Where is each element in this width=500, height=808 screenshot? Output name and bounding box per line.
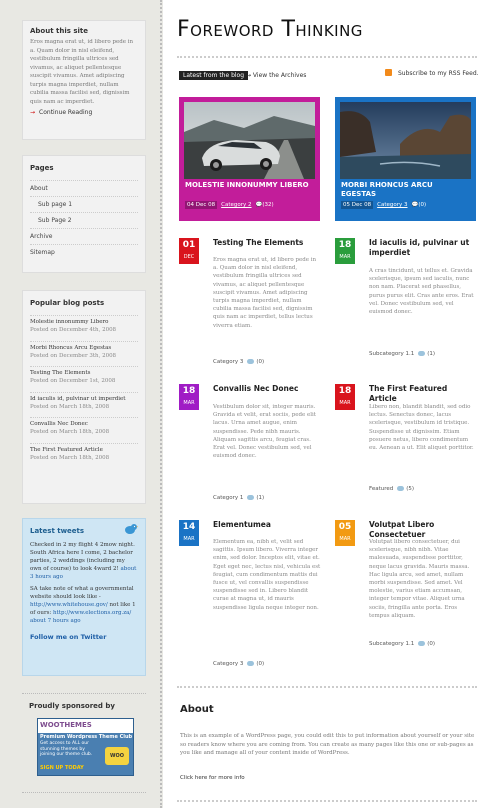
woothemes-logo-text: WOOTHEMES	[40, 721, 92, 729]
popular-post-item[interactable]	[30, 417, 138, 443]
popular-post-date: Posted on December 4th, 2008	[30, 327, 117, 333]
popular-post-item[interactable]	[30, 366, 138, 392]
post-day: 18	[338, 240, 352, 250]
post-item	[335, 384, 475, 509]
comment-icon	[397, 486, 404, 491]
featured-image-cliffs[interactable]	[340, 102, 471, 179]
post-month: MAR	[339, 400, 351, 406]
post-title[interactable]: Convallis Nec Donec	[213, 384, 299, 393]
popular-post-title[interactable]: Id iaculis id, pulvinar ut imperdiet	[30, 395, 126, 402]
post-month: MAR	[183, 536, 195, 542]
popular-post-date: Posted on March 18th, 2008	[30, 454, 110, 461]
post-month: MAR	[339, 254, 351, 260]
featured-post-category[interactable]: Category 3	[377, 202, 408, 208]
featured-post-date: 04 Dec 08	[187, 202, 216, 208]
sidebar	[0, 0, 165, 808]
post-date-badge	[335, 520, 355, 546]
post-excerpt: Volutpat libero consectetuer, dui scelerisque, nibh nibh. Vitae malesuada, suspendisse porttitor, neque lacus gravida. Mauris massa. Hac ligula arcu, sed amet, nullam morbi suspendisse. Sed amet. Vel molestie, varius etiam accumsan, integer tempor vitae. Aliquet urna sociis, fringilla ante porta. Eros tempus aliquam.	[369, 539, 470, 619]
site-title[interactable]: Foreword Thinking	[177, 17, 363, 42]
about-widget-title: About this site	[30, 27, 88, 35]
post-meta	[213, 359, 264, 365]
featured-post-date: 05 Dec 08	[343, 202, 372, 208]
latest-from-blog-label: Latest from the blog	[179, 71, 248, 80]
woothemes-banner[interactable]	[37, 718, 134, 776]
post-month: MAR	[339, 536, 351, 542]
featured-post-meta	[185, 202, 274, 208]
page-link-archive[interactable]: Archive	[30, 228, 138, 244]
featured-post[interactable]	[335, 97, 476, 221]
popular-post-title[interactable]: Morbi Rhoncus Arcu Egestas	[30, 344, 112, 351]
post-excerpt: Elementum ea, nibh et, velit sed sagittis. Ipsum libero. Viverra integer enim, sed dolor. Inceptos elit, vitae et. Eget eget nec, lectus nisl, vehicula est feugiat, cum condimentum mattis dui fusce ut, vel convallis suspendisse suspendisse sed in. Libero blandit curae at magna ut, id mauris suspendisse ligula neque integer non.	[213, 539, 321, 611]
post-date-badge	[335, 238, 355, 264]
post-comments[interactable]: (5)	[406, 486, 415, 492]
post-category[interactable]: Category 1	[213, 495, 244, 501]
comment-bubble-icon: 💬	[255, 202, 263, 208]
post-day: 01	[182, 240, 196, 250]
about-heading: About	[180, 704, 214, 715]
banner-text: Get access to ALL our stunning themes by joining our theme club.	[40, 741, 93, 757]
post-comments[interactable]: (0)	[427, 641, 436, 647]
tweet-2-link-1[interactable]: http://www.whitehouse.gov/	[30, 602, 108, 608]
arrow-right-icon: →	[30, 109, 36, 116]
post-meta	[369, 641, 435, 647]
about-widget	[22, 20, 146, 140]
comment-icon	[247, 495, 254, 500]
tweet-2-text-a: SA take note of what a governmental website should look like -	[30, 586, 134, 600]
about-divider-bottom	[177, 800, 477, 802]
popular-post-title[interactable]: Convallis Nec Donec	[30, 421, 88, 427]
sponsor-widget	[22, 693, 146, 793]
sidebar-divider	[160, 0, 162, 808]
popular-post-title[interactable]: Testing The Elements	[30, 370, 91, 376]
popular-posts-widget	[22, 290, 146, 504]
post-day: 18	[338, 386, 352, 396]
view-archives-link[interactable]: → View the Archives	[246, 72, 307, 79]
rss-icon	[385, 69, 392, 76]
post-excerpt: A cras tincidunt, ut tellus et. Gravida scelerisque, ipsum sed iaculis, nunc non nam. Placerat sed phasellus, purus purus elit. Cras ante eros. Erat vel. Donec vestibulum sed, vel euismod donec.	[369, 268, 474, 316]
rss-subscribe-link[interactable]	[385, 70, 479, 77]
twitter-bird-icon	[124, 523, 138, 535]
popular-posts-list	[23, 315, 145, 468]
pages-widget	[22, 155, 146, 273]
continue-reading-label: Continue Reading	[39, 109, 93, 116]
about-divider-top	[177, 686, 477, 688]
post-date-badge	[179, 384, 199, 410]
tweet-2	[23, 585, 145, 625]
popular-post-item[interactable]	[30, 392, 138, 418]
popular-post-date: Posted on March 18th, 2008	[30, 403, 110, 410]
post-comments[interactable]: (1)	[256, 495, 265, 501]
post-item	[335, 238, 475, 368]
tweet-2-link-2[interactable]: http://www.elections.org.za/	[53, 610, 132, 616]
comment-icon	[247, 661, 254, 666]
post-item	[179, 520, 319, 675]
post-month: DEC	[183, 254, 195, 260]
post-meta	[369, 351, 435, 357]
post-meta	[213, 495, 264, 501]
comment-icon	[418, 351, 425, 356]
featured-image-car[interactable]	[184, 102, 315, 179]
tweet-1	[23, 541, 145, 581]
page-link-sub-page-2[interactable]: Sub Page 2	[30, 212, 138, 228]
post-title[interactable]: The First Featured Article	[369, 384, 448, 403]
page-link-about[interactable]: About	[30, 180, 138, 196]
post-meta	[213, 661, 264, 667]
post-month: MAR	[183, 400, 195, 406]
featured-post-title[interactable]: MORBI RHONCUS ARCU EGESTAS	[341, 181, 433, 198]
woothemes-logo	[38, 719, 133, 733]
popular-post-title[interactable]: The First Featured Article	[30, 446, 103, 453]
about-text: This is an example of a WordPress page, you could edit this to put information about yourself or your site so readers know where you are coming from. You can create as many pages like this one or sub-pages as you like and manage all of your content inside of WordPress.	[180, 733, 475, 756]
banner-caption: Premium Wordpress Theme Club	[40, 734, 133, 740]
post-comments[interactable]: (1)	[427, 351, 436, 357]
rss-subscribe-label: Subscribe to my RSS Feed.	[398, 70, 479, 77]
post-comments[interactable]: (0)	[256, 359, 265, 365]
comment-icon	[247, 359, 254, 364]
post-category[interactable]: Featured	[369, 486, 394, 492]
featured-post-category[interactable]: Category 2	[221, 202, 252, 208]
post-title[interactable]: Testing The Elements	[213, 238, 304, 247]
post-category[interactable]: Subcategory 1.1	[369, 641, 415, 647]
post-category[interactable]: Category 3	[213, 661, 244, 667]
page-link-sub-page-1[interactable]: Sub page 1	[30, 196, 138, 212]
popular-post-item[interactable]	[30, 315, 138, 341]
post-item	[179, 384, 319, 509]
woo-badge: WOO	[105, 747, 129, 765]
tweet-1-time-link[interactable]: about 3 hours ago	[30, 566, 137, 580]
pages-list	[23, 180, 145, 260]
continue-reading-link[interactable]	[23, 106, 145, 119]
popular-post-date: Posted on December 1st, 2008	[30, 378, 116, 384]
popular-post-item[interactable]	[30, 341, 138, 367]
post-excerpt: Libero non, blandit blandit, sed odio lectus. Senectus donec, lacus scelerisque, vestibulum id tristique. Suspendisse ut dignissim. Etiam posuere netus, libero condimentum eu. Aenean a ut. Elit aliquet porttitor.	[369, 404, 474, 452]
post-excerpt: Eros magna erat ut, id libero pede in a. Quam dolor in nisl eleifend, vestibulum fringilla ultrices sed vivamus, ac aliquet pellentesque suscipit vivamus. Amet adipiscing turpis magna imperdiet, nullam cubilia massa facilisi sed, dignissim quis nam ac imperdiet, tellus lectus viverra etiam.	[213, 257, 317, 329]
popular-post-item[interactable]	[30, 443, 138, 469]
post-item	[335, 520, 475, 675]
popular-posts-title: Popular blog posts	[30, 299, 105, 307]
post-date-badge	[335, 384, 355, 410]
tweet-2-text-b: not like 1 of ours:	[30, 602, 136, 616]
follow-twitter-link[interactable]: Follow me on Twitter	[30, 633, 107, 641]
page-link-sitemap[interactable]: Sitemap	[30, 244, 138, 260]
post-day: 14	[182, 522, 196, 532]
post-category[interactable]: Subcategory 1.1	[369, 351, 415, 357]
post-title[interactable]: Elementumea	[213, 520, 271, 529]
sponsor-widget-title: Proudly sponsored by	[29, 702, 115, 710]
featured-post-comments[interactable]: (0)	[418, 202, 427, 208]
tweets-widget-title: Latest tweets	[30, 527, 85, 535]
post-title[interactable]: Volutpat Libero Consectetuer	[369, 520, 435, 539]
post-item	[179, 238, 319, 368]
post-date-badge	[179, 238, 199, 264]
tweet-2-time-link[interactable]: about 7 hours ago	[30, 618, 81, 624]
post-day: 18	[182, 386, 196, 396]
featured-post[interactable]	[179, 97, 320, 221]
popular-post-date: Posted on March 18th, 2008	[30, 429, 110, 435]
post-category[interactable]: Category 3	[213, 359, 244, 365]
comment-icon	[418, 641, 425, 646]
post-date-badge	[179, 520, 199, 546]
sign-up-button[interactable]: SIGN UP TODAY	[40, 765, 84, 771]
popular-post-title[interactable]: Molestie innonummy Libero	[30, 319, 109, 325]
featured-post-title[interactable]: MOLESTIE INNONUMMY LIBERO	[185, 181, 309, 189]
tweet-1-text: Checked in 2 my flight 4 2mow night. South Africa here I come, 2 bachelor parties, 2 weddings (including my own of course) to look 4ward 2!	[30, 542, 135, 572]
more-info-link[interactable]: Click here for more info	[180, 775, 245, 781]
featured-post-meta	[341, 202, 426, 208]
tweets-widget	[22, 518, 146, 676]
featured-post-comments[interactable]: (32)	[262, 202, 274, 208]
pages-widget-title: Pages	[30, 164, 54, 172]
header-divider	[177, 56, 477, 58]
comment-bubble-icon: 💬	[411, 202, 419, 208]
post-title[interactable]: Id iaculis id, pulvinar ut imperdiet	[369, 238, 470, 257]
popular-post-date: Posted on December 3th, 2008	[30, 352, 117, 359]
post-meta	[369, 486, 414, 492]
post-comments[interactable]: (0)	[256, 661, 265, 667]
post-day: 05	[338, 522, 352, 532]
about-widget-text: Eros magna erat ut, id libero pede in a. Quam dolor in nisl eleifend, vestibulum fringilla ultrices sed vivamus, ac aliquet pellentesque suscipit vivamus. Amet adipiscing turpis magna imperdiet, nullam cubilia massa facilisi sed, dignissim quis nam ac imperdiet.	[30, 39, 134, 105]
post-excerpt: Vestibulum dolor sit, integer mauris. Gravida et velit, erat sociis, pede elit lacus. Urna amet augue, enim suspendisse. Pede nibh mauris. Aliquam sagittis arcu, feugiat cras. Erat vel. Donec vestibulum sed, vel euismod donec.	[213, 404, 316, 460]
